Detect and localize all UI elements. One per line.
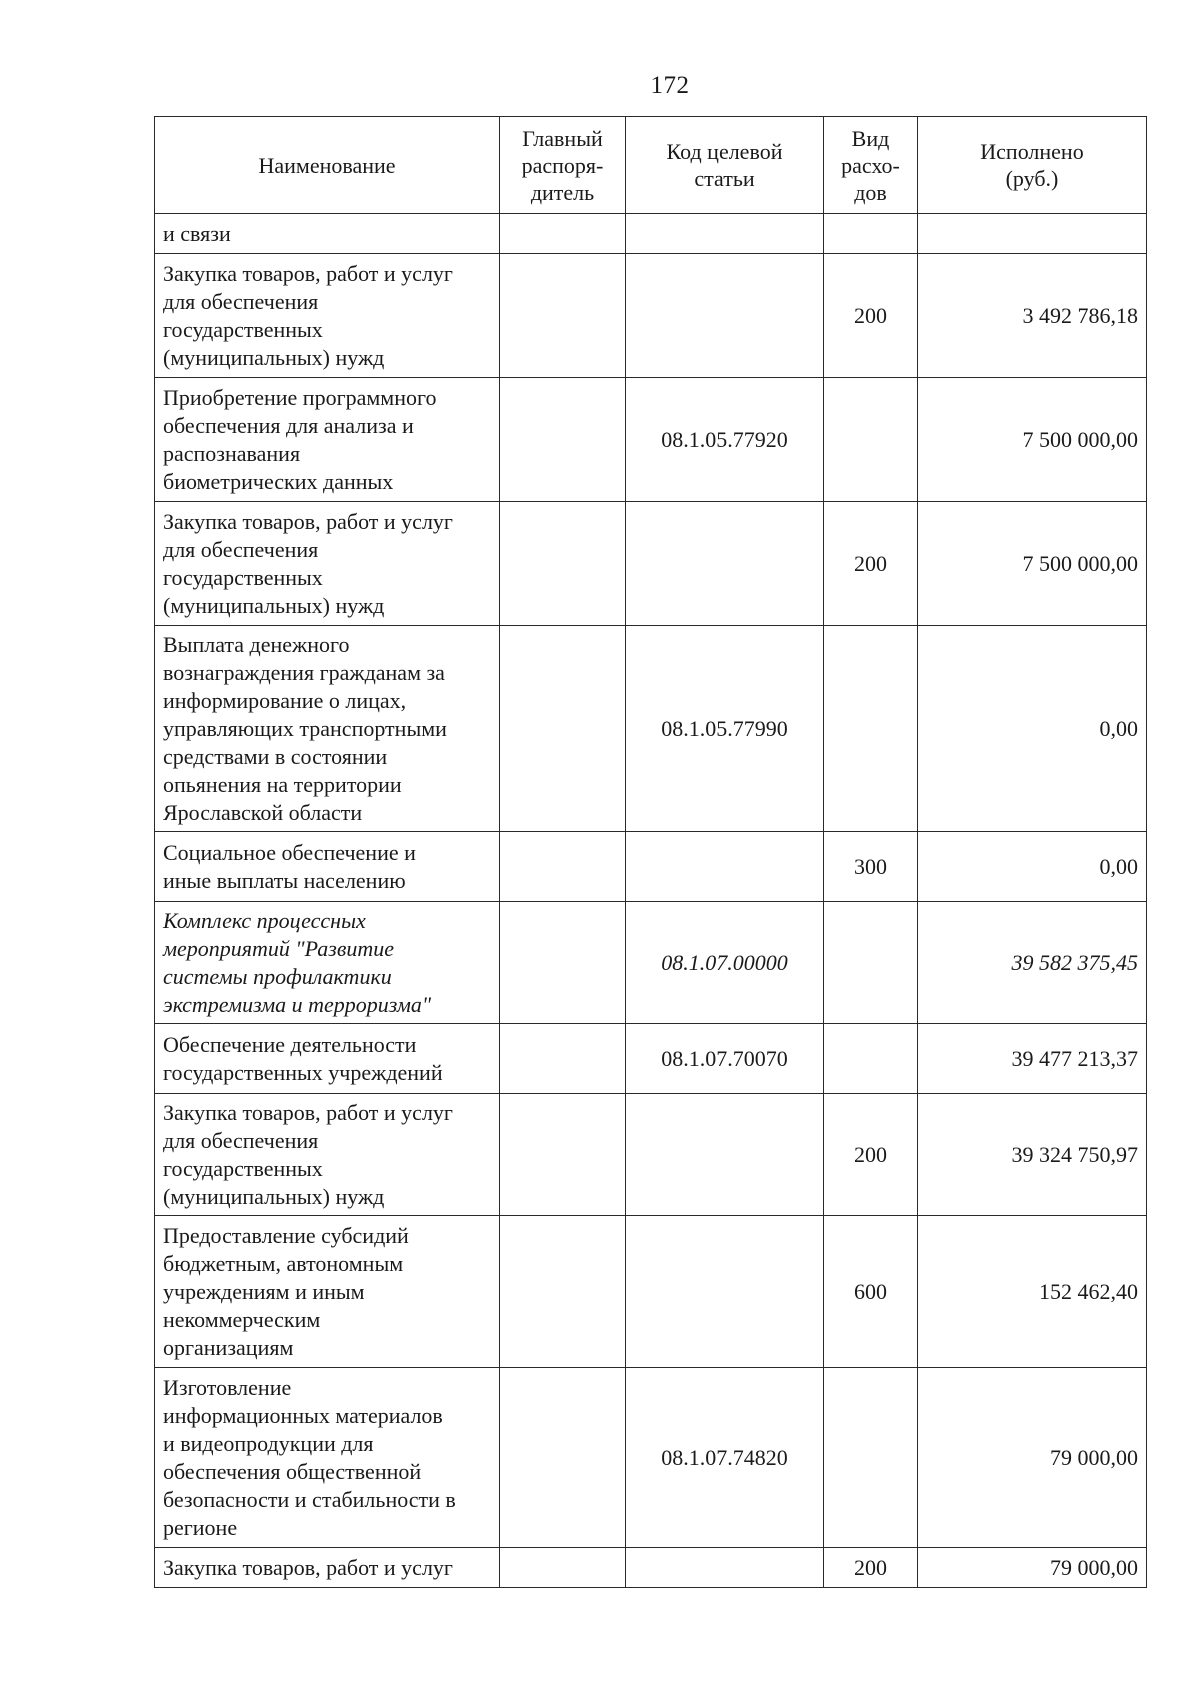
header-isp: Исполнено (руб.) — [918, 117, 1147, 214]
cell-vid — [824, 1024, 918, 1094]
cell-code — [626, 832, 824, 902]
cell-vid — [824, 214, 918, 254]
cell-name: Приобретение программного обеспечения для анализа и распознавания биометрических данных — [155, 378, 500, 502]
cell-code: 08.1.07.74820 — [626, 1368, 824, 1548]
cell-vid — [824, 626, 918, 832]
cell-vid — [824, 378, 918, 502]
cell-vid: 600 — [824, 1216, 918, 1368]
header-name: Наименование — [155, 117, 500, 214]
cell-code — [626, 214, 824, 254]
header-code: Код целевой статьи — [626, 117, 824, 214]
cell-glav — [500, 1368, 626, 1548]
cell-sum: 79 000,00 — [918, 1368, 1147, 1548]
table-row — [155, 902, 1147, 1024]
cell-name: Изготовление информационных материалов и видеопродукции для обеспечения общественной безопасности и стабильности в регионе — [155, 1368, 500, 1548]
cell-vid: 200 — [824, 254, 918, 378]
cell-name: Закупка товаров, работ и услуг для обеспечения государственных (муниципальных) нужд — [155, 254, 500, 378]
cell-code: 08.1.07.70070 — [626, 1024, 824, 1094]
cell-glav — [500, 832, 626, 902]
cell-sum: 0,00 — [918, 832, 1147, 902]
cell-code — [626, 254, 824, 378]
table-row — [155, 1368, 1147, 1548]
table-row — [155, 1094, 1147, 1216]
cell-sum: 39 582 375,45 — [918, 902, 1147, 1024]
cell-glav — [500, 1094, 626, 1216]
cell-glav — [500, 502, 626, 626]
table-row — [155, 626, 1147, 832]
cell-code — [626, 502, 824, 626]
table-row — [155, 378, 1147, 502]
cell-sum: 39 324 750,97 — [918, 1094, 1147, 1216]
cell-code — [626, 1548, 824, 1588]
cell-glav — [500, 1216, 626, 1368]
cell-code — [626, 1216, 824, 1368]
table-header-row — [155, 117, 1147, 214]
cell-vid: 200 — [824, 1094, 918, 1216]
cell-sum: 152 462,40 — [918, 1216, 1147, 1368]
cell-name: Выплата денежного вознаграждения гражданам за информирование о лицах, управляющих транспортными средствами в состоянии опьянения на территории Ярославской области — [155, 626, 500, 832]
table-row — [155, 1024, 1147, 1094]
table-row — [155, 502, 1147, 626]
cell-code — [626, 1094, 824, 1216]
table-row — [155, 254, 1147, 378]
cell-glav — [500, 626, 626, 832]
budget-table — [154, 116, 1147, 1588]
cell-name: и связи — [155, 214, 500, 254]
cell-code: 08.1.07.00000 — [626, 902, 824, 1024]
cell-glav — [500, 902, 626, 1024]
cell-vid: 200 — [824, 1548, 918, 1588]
cell-vid — [824, 1368, 918, 1548]
cell-vid — [824, 902, 918, 1024]
cell-name: Закупка товаров, работ и услуг для обеспечения государственных (муниципальных) нужд — [155, 502, 500, 626]
cell-name: Социальное обеспечение и иные выплаты населению — [155, 832, 500, 902]
cell-glav — [500, 214, 626, 254]
cell-code: 08.1.05.77920 — [626, 378, 824, 502]
cell-name: Обеспечение деятельности государственных учреждений — [155, 1024, 500, 1094]
cell-vid: 200 — [824, 502, 918, 626]
table-row — [155, 1216, 1147, 1368]
cell-name: Закупка товаров, работ и услуг для обеспечения государственных (муниципальных) нужд — [155, 1094, 500, 1216]
cell-code: 08.1.05.77990 — [626, 626, 824, 832]
cell-glav — [500, 378, 626, 502]
table-row — [155, 214, 1147, 254]
cell-glav — [500, 1024, 626, 1094]
page-number: 172 — [650, 72, 690, 99]
cell-glav — [500, 254, 626, 378]
cell-sum: 7 500 000,00 — [918, 378, 1147, 502]
cell-glav — [500, 1548, 626, 1588]
header-glav: Главный распоря- дитель — [500, 117, 626, 214]
cell-sum — [918, 214, 1147, 254]
cell-vid: 300 — [824, 832, 918, 902]
cell-sum: 7 500 000,00 — [918, 502, 1147, 626]
cell-name: Закупка товаров, работ и услуг — [155, 1548, 500, 1588]
cell-name: Комплекс процессных мероприятий "Развитие системы профилактики экстремизма и терроризма" — [155, 902, 500, 1024]
cell-sum: 0,00 — [918, 626, 1147, 832]
cell-name: Предоставление субсидий бюджетным, автономным учреждениям и иным некоммерческим организациям — [155, 1216, 500, 1368]
cell-sum: 3 492 786,18 — [918, 254, 1147, 378]
cell-sum: 39 477 213,37 — [918, 1024, 1147, 1094]
table-row — [155, 832, 1147, 902]
cell-sum: 79 000,00 — [918, 1548, 1147, 1588]
header-vid: Вид расхо- дов — [824, 117, 918, 214]
table-row — [155, 1548, 1147, 1588]
